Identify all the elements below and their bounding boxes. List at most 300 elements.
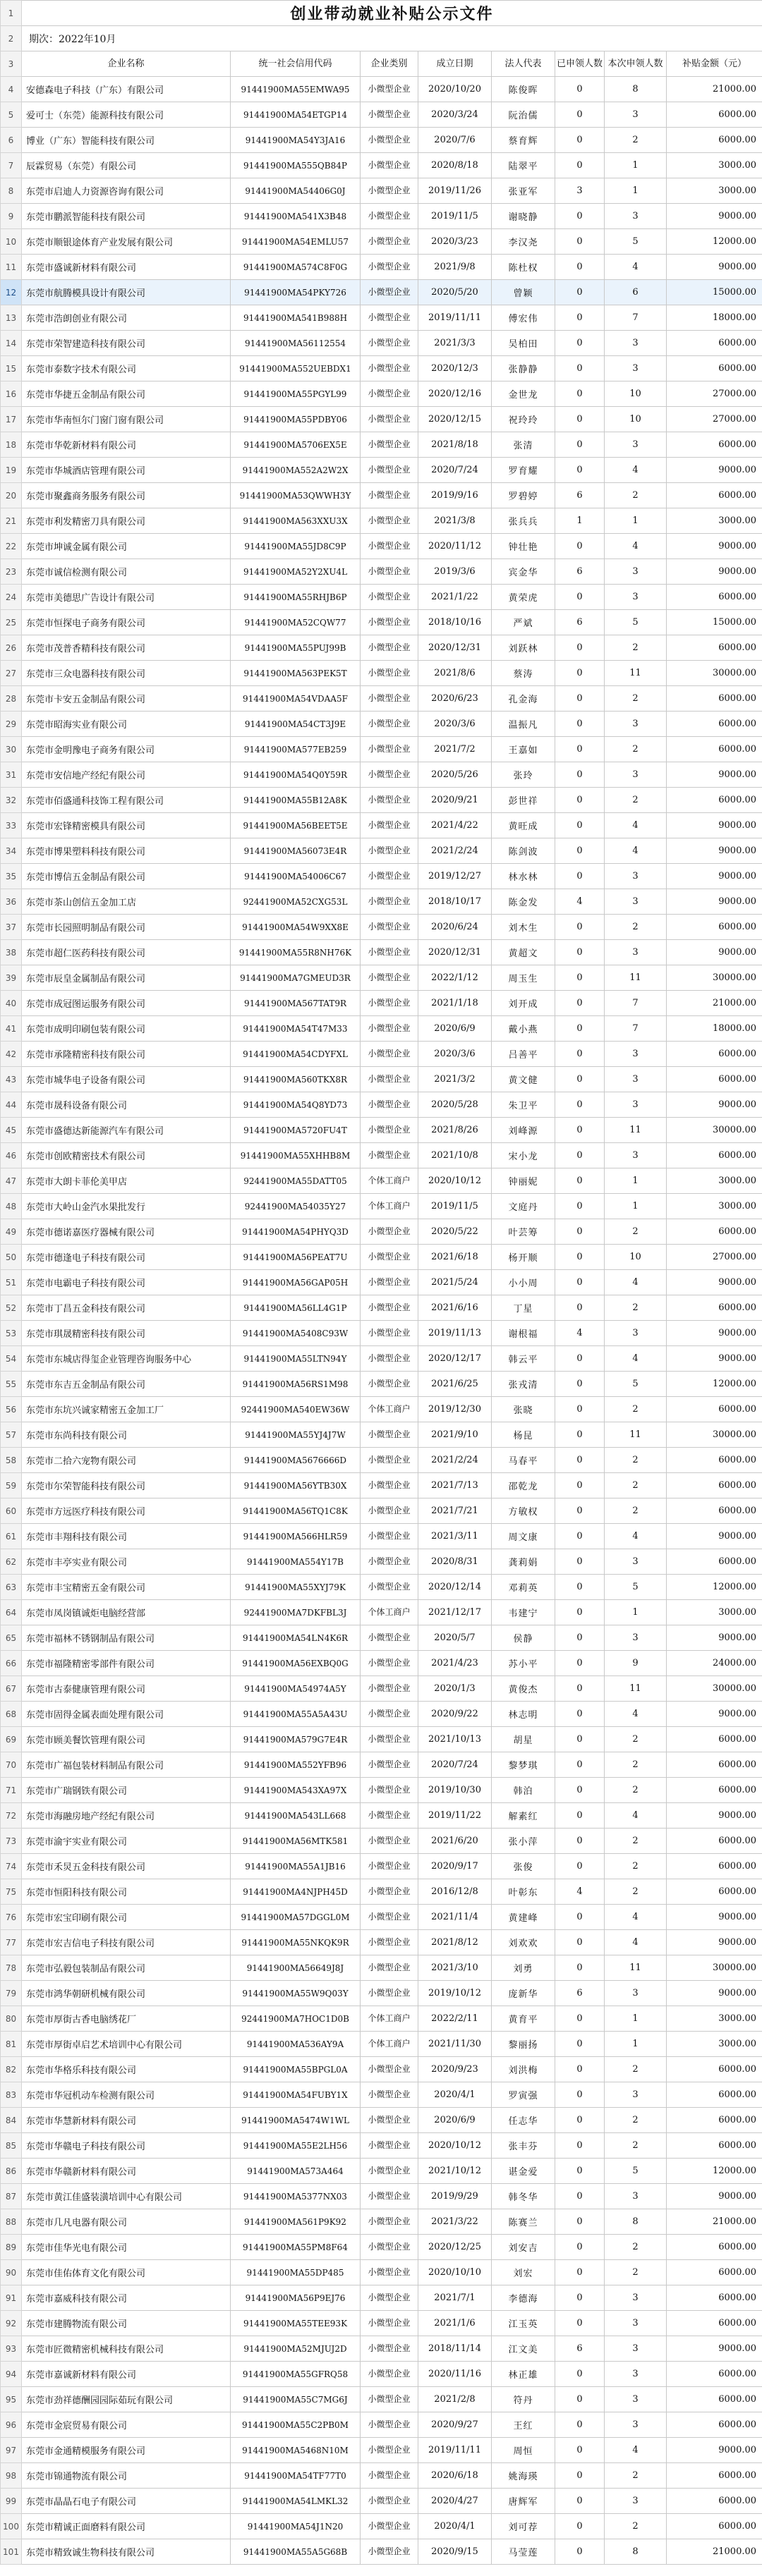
claimed-count-cell[interactable]: 0 <box>555 1270 605 1295</box>
current-count-cell[interactable]: 1 <box>605 153 667 178</box>
legal-rep-cell[interactable]: 解素红 <box>492 1803 555 1829</box>
company-type-cell[interactable]: 小微型企业 <box>361 2057 418 2082</box>
credit-code-cell[interactable]: 91441900MA54W9XX8E <box>231 915 361 940</box>
subsidy-amount-cell[interactable]: 6000.00 <box>667 2463 762 2489</box>
company-name-cell[interactable]: 东莞市佳佑体育文化有限公司 <box>22 2260 231 2285</box>
company-name-cell[interactable]: 东莞市盛诚新材料有限公司 <box>22 255 231 280</box>
company-type-cell[interactable]: 小微型企业 <box>361 255 418 280</box>
credit-code-cell[interactable]: 91441900MA55PGYL99 <box>231 381 361 407</box>
legal-rep-cell[interactable]: 林志明 <box>492 1702 555 1727</box>
row-number[interactable]: 7 <box>1 153 22 178</box>
row-number[interactable]: 99 <box>1 2489 22 2514</box>
row-number[interactable]: 82 <box>1 2057 22 2082</box>
founded-date-cell[interactable]: 2021/9/10 <box>418 1422 492 1448</box>
credit-code-cell[interactable]: 91441900MA56GAP05H <box>231 1270 361 1295</box>
company-name-cell[interactable]: 东莞市坤诚金属有限公司 <box>22 534 231 559</box>
legal-rep-cell[interactable]: 江玉英 <box>492 2311 555 2336</box>
subsidy-amount-cell[interactable]: 12000.00 <box>667 2159 762 2184</box>
legal-rep-cell[interactable]: 方敏权 <box>492 1498 555 1524</box>
subsidy-amount-cell[interactable]: 9000.00 <box>667 1930 762 1955</box>
company-name-cell[interactable]: 东莞市福隆精密零部件有限公司 <box>22 1651 231 1676</box>
company-name-cell[interactable]: 东莞市华南恒尔门窗门窗有限公司 <box>22 407 231 432</box>
credit-code-cell[interactable]: 91441900MA54VDAA5F <box>231 686 361 712</box>
subsidy-amount-cell[interactable]: 9000.00 <box>667 1702 762 1727</box>
founded-date-cell[interactable]: 2020/8/31 <box>418 1549 492 1575</box>
credit-code-cell[interactable]: 91441900MA56PEAT7U <box>231 1245 361 1270</box>
legal-rep-cell[interactable]: 马莹莲 <box>492 2539 555 2565</box>
legal-rep-cell[interactable]: 唐辉军 <box>492 2489 555 2514</box>
subsidy-amount-cell[interactable]: 9000.00 <box>667 864 762 889</box>
company-type-cell[interactable]: 小微型企业 <box>361 331 418 356</box>
company-type-cell[interactable]: 小微型企业 <box>361 1549 418 1575</box>
founded-date-cell[interactable]: 2020/3/23 <box>418 229 492 255</box>
credit-code-cell[interactable]: 91441900MA579G7E4R <box>231 1727 361 1752</box>
period-label[interactable]: 期次：2022年10月 <box>22 26 762 51</box>
row-number[interactable]: 4 <box>1 77 22 102</box>
current-count-cell[interactable]: 5 <box>605 1372 667 1397</box>
company-type-cell[interactable]: 个体工商户 <box>361 1600 418 1625</box>
company-type-cell[interactable]: 小微型企业 <box>361 686 418 712</box>
legal-rep-cell[interactable]: 吕善平 <box>492 1042 555 1067</box>
claimed-count-cell[interactable]: 0 <box>555 1143 605 1168</box>
credit-code-cell[interactable]: 91441900MA552YFB96 <box>231 1752 361 1778</box>
credit-code-cell[interactable]: 91441900MA56MTK581 <box>231 1829 361 1854</box>
founded-date-cell[interactable]: 2019/11/22 <box>418 1803 492 1829</box>
credit-code-cell[interactable]: 91441900MA54006C67 <box>231 864 361 889</box>
legal-rep-cell[interactable]: 杨开顺 <box>492 1245 555 1270</box>
company-type-cell[interactable]: 小微型企业 <box>361 2235 418 2260</box>
company-type-cell[interactable]: 小微型企业 <box>361 381 418 407</box>
row-number[interactable]: 75 <box>1 1879 22 1905</box>
legal-rep-cell[interactable]: 王红 <box>492 2412 555 2438</box>
row-number[interactable]: 84 <box>1 2108 22 2133</box>
current-count-cell[interactable]: 3 <box>605 2311 667 2336</box>
header-subsidy-amount[interactable]: 补贴金额（元） <box>667 51 762 77</box>
founded-date-cell[interactable]: 2020/6/23 <box>418 686 492 712</box>
claimed-count-cell[interactable]: 0 <box>555 2285 605 2311</box>
claimed-count-cell[interactable]: 0 <box>555 1498 605 1524</box>
founded-date-cell[interactable]: 2019/10/12 <box>418 1981 492 2006</box>
legal-rep-cell[interactable]: 王嘉如 <box>492 737 555 762</box>
current-count-cell[interactable]: 2 <box>605 2133 667 2159</box>
credit-code-cell[interactable]: 91441900MA567TAT9R <box>231 991 361 1016</box>
founded-date-cell[interactable]: 2021/1/22 <box>418 585 492 610</box>
claimed-count-cell[interactable]: 0 <box>555 331 605 356</box>
company-type-cell[interactable]: 小微型企业 <box>361 2336 418 2362</box>
subsidy-amount-cell[interactable]: 6000.00 <box>667 635 762 661</box>
claimed-count-cell[interactable]: 0 <box>555 1930 605 1955</box>
company-type-cell[interactable]: 小微型企业 <box>361 508 418 534</box>
founded-date-cell[interactable]: 2020/4/1 <box>418 2082 492 2108</box>
subsidy-amount-cell[interactable]: 6000.00 <box>667 2260 762 2285</box>
founded-date-cell[interactable]: 2020/12/31 <box>418 940 492 965</box>
subsidy-amount-cell[interactable]: 9000.00 <box>667 559 762 585</box>
subsidy-amount-cell[interactable]: 12000.00 <box>667 1372 762 1397</box>
current-count-cell[interactable]: 4 <box>605 813 667 838</box>
row-number[interactable]: 36 <box>1 889 22 915</box>
company-name-cell[interactable]: 东莞市昭海实业有限公司 <box>22 712 231 737</box>
company-name-cell[interactable]: 东莞市华城酒店管理有限公司 <box>22 458 231 483</box>
company-name-cell[interactable]: 东莞市金明豫电子商务有限公司 <box>22 737 231 762</box>
founded-date-cell[interactable]: 2020/3/6 <box>418 1042 492 1067</box>
legal-rep-cell[interactable]: 庞新华 <box>492 1981 555 2006</box>
founded-date-cell[interactable]: 2021/3/8 <box>418 508 492 534</box>
legal-rep-cell[interactable]: 罗育耀 <box>492 458 555 483</box>
founded-date-cell[interactable]: 2021/3/3 <box>418 331 492 356</box>
row-number[interactable]: 81 <box>1 2032 22 2057</box>
claimed-count-cell[interactable]: 0 <box>555 1016 605 1042</box>
current-count-cell[interactable]: 6 <box>605 280 667 305</box>
company-type-cell[interactable]: 小微型企业 <box>361 483 418 508</box>
company-name-cell[interactable]: 东莞市鹏派智能科技有限公司 <box>22 204 231 229</box>
row-number[interactable]: 2 <box>1 26 22 51</box>
credit-code-cell[interactable]: 91441900MA54EMLU57 <box>231 229 361 255</box>
subsidy-amount-cell[interactable]: 6000.00 <box>667 102 762 128</box>
company-name-cell[interactable]: 东莞市创欧精密技术有限公司 <box>22 1143 231 1168</box>
founded-date-cell[interactable]: 2021/6/16 <box>418 1295 492 1321</box>
claimed-count-cell[interactable]: 6 <box>555 483 605 508</box>
founded-date-cell[interactable]: 2021/7/13 <box>418 1473 492 1498</box>
founded-date-cell[interactable]: 2018/10/17 <box>418 889 492 915</box>
legal-rep-cell[interactable]: 张玲 <box>492 762 555 788</box>
founded-date-cell[interactable]: 2021/1/18 <box>418 991 492 1016</box>
company-type-cell[interactable]: 小微型企业 <box>361 2184 418 2209</box>
current-count-cell[interactable]: 8 <box>605 2209 667 2235</box>
founded-date-cell[interactable]: 2020/12/25 <box>418 2235 492 2260</box>
legal-rep-cell[interactable]: 符丹 <box>492 2387 555 2412</box>
current-count-cell[interactable]: 2 <box>605 2260 667 2285</box>
credit-code-cell[interactable]: 91441900MA55A1JB16 <box>231 1854 361 1879</box>
credit-code-cell[interactable]: 91441900MA54FUBY1X <box>231 2082 361 2108</box>
legal-rep-cell[interactable]: 宋小龙 <box>492 1143 555 1168</box>
claimed-count-cell[interactable]: 0 <box>555 1600 605 1625</box>
credit-code-cell[interactable]: 91441900MA56649J8J <box>231 1955 361 1981</box>
row-number[interactable]: 73 <box>1 1829 22 1854</box>
credit-code-cell[interactable]: 91441900MA5468N10M <box>231 2438 361 2463</box>
company-type-cell[interactable]: 小微型企业 <box>361 2133 418 2159</box>
credit-code-cell[interactable]: 91441900MA55XYJ79K <box>231 1575 361 1600</box>
company-name-cell[interactable]: 东莞市锦通物流有限公司 <box>22 2463 231 2489</box>
row-number[interactable]: 26 <box>1 635 22 661</box>
claimed-count-cell[interactable]: 0 <box>555 737 605 762</box>
row-number[interactable]: 58 <box>1 1448 22 1473</box>
company-name-cell[interactable]: 东莞市劲祥德酬园园际茹玩有限公司 <box>22 2387 231 2412</box>
subsidy-amount-cell[interactable]: 6000.00 <box>667 2108 762 2133</box>
legal-rep-cell[interactable]: 黎丽扬 <box>492 2032 555 2057</box>
page-title[interactable]: 创业带动就业补贴公示文件 <box>22 1 762 26</box>
row-number[interactable]: 91 <box>1 2285 22 2311</box>
founded-date-cell[interactable]: 2019/11/26 <box>418 178 492 204</box>
legal-rep-cell[interactable]: 陈赛兰 <box>492 2209 555 2235</box>
current-count-cell[interactable]: 4 <box>605 255 667 280</box>
company-name-cell[interactable]: 东莞市宏锋精密模具有限公司 <box>22 813 231 838</box>
founded-date-cell[interactable]: 2020/3/24 <box>418 102 492 128</box>
subsidy-amount-cell[interactable]: 6000.00 <box>667 1473 762 1498</box>
founded-date-cell[interactable]: 2020/9/17 <box>418 1854 492 1879</box>
credit-code-cell[interactable]: 91441900MA55W9Q03Y <box>231 1981 361 2006</box>
row-number[interactable]: 90 <box>1 2260 22 2285</box>
row-number[interactable]: 19 <box>1 458 22 483</box>
current-count-cell[interactable]: 3 <box>605 2362 667 2387</box>
current-count-cell[interactable]: 2 <box>605 1854 667 1879</box>
founded-date-cell[interactable]: 2020/5/22 <box>418 1219 492 1245</box>
legal-rep-cell[interactable]: 祝玲玲 <box>492 407 555 432</box>
credit-code-cell[interactable]: 91441900MA54CDYFXL <box>231 1042 361 1067</box>
company-type-cell[interactable]: 小微型企业 <box>361 1067 418 1092</box>
credit-code-cell[interactable]: 91441900MA54Q0Y59R <box>231 762 361 788</box>
row-number[interactable]: 60 <box>1 1498 22 1524</box>
row-number[interactable]: 17 <box>1 407 22 432</box>
subsidy-amount-cell[interactable]: 3000.00 <box>667 1600 762 1625</box>
claimed-count-cell[interactable]: 0 <box>555 1727 605 1752</box>
founded-date-cell[interactable]: 2020/10/12 <box>418 2133 492 2159</box>
subsidy-amount-cell[interactable]: 6000.00 <box>667 737 762 762</box>
company-type-cell[interactable]: 小微型企业 <box>361 864 418 889</box>
claimed-count-cell[interactable]: 1 <box>555 508 605 534</box>
row-number[interactable]: 55 <box>1 1372 22 1397</box>
subsidy-amount-cell[interactable]: 6000.00 <box>667 1778 762 1803</box>
founded-date-cell[interactable]: 2021/3/22 <box>418 2209 492 2235</box>
subsidy-amount-cell[interactable]: 6000.00 <box>667 2311 762 2336</box>
company-name-cell[interactable]: 东莞市福林不锈钢制品有限公司 <box>22 1625 231 1651</box>
credit-code-cell[interactable]: 91441900MA554Y17B <box>231 1549 361 1575</box>
credit-code-cell[interactable]: 91441900MA54J1N20 <box>231 2514 361 2539</box>
legal-rep-cell[interactable]: 张兵兵 <box>492 508 555 534</box>
row-number[interactable]: 39 <box>1 965 22 991</box>
credit-code-cell[interactable]: 91441900MA55LTN94Y <box>231 1346 361 1372</box>
subsidy-amount-cell[interactable]: 6000.00 <box>667 331 762 356</box>
legal-rep-cell[interactable]: 谢晓静 <box>492 204 555 229</box>
current-count-cell[interactable]: 4 <box>605 1346 667 1372</box>
subsidy-amount-cell[interactable]: 9000.00 <box>667 2438 762 2463</box>
subsidy-amount-cell[interactable]: 6000.00 <box>667 1727 762 1752</box>
company-type-cell[interactable]: 小微型企业 <box>361 559 418 585</box>
subsidy-amount-cell[interactable]: 3000.00 <box>667 1194 762 1219</box>
company-name-cell[interactable]: 东莞市尔荣智能科技有限公司 <box>22 1473 231 1498</box>
company-type-cell[interactable]: 小微型企业 <box>361 356 418 381</box>
claimed-count-cell[interactable]: 0 <box>555 432 605 458</box>
company-name-cell[interactable]: 东莞市固得金属表面处理有限公司 <box>22 1702 231 1727</box>
legal-rep-cell[interactable]: 周文康 <box>492 1524 555 1549</box>
claimed-count-cell[interactable]: 0 <box>555 991 605 1016</box>
company-type-cell[interactable]: 小微型企业 <box>361 762 418 788</box>
claimed-count-cell[interactable]: 0 <box>555 965 605 991</box>
company-type-cell[interactable]: 小微型企业 <box>361 2387 418 2412</box>
company-type-cell[interactable]: 小微型企业 <box>361 2285 418 2311</box>
legal-rep-cell[interactable]: 宾金华 <box>492 559 555 585</box>
company-type-cell[interactable]: 小微型企业 <box>361 1752 418 1778</box>
current-count-cell[interactable]: 3 <box>605 2184 667 2209</box>
header-claimed-count[interactable]: 已申领人数 <box>555 51 605 77</box>
claimed-count-cell[interactable]: 0 <box>555 1067 605 1092</box>
founded-date-cell[interactable]: 2021/6/18 <box>418 1245 492 1270</box>
company-type-cell[interactable]: 小微型企业 <box>361 2108 418 2133</box>
company-type-cell[interactable]: 小微型企业 <box>361 280 418 305</box>
founded-date-cell[interactable]: 2018/11/14 <box>418 2336 492 2362</box>
company-type-cell[interactable]: 小微型企业 <box>361 813 418 838</box>
legal-rep-cell[interactable]: 胡星 <box>492 1727 555 1752</box>
company-type-cell[interactable]: 小微型企业 <box>361 178 418 204</box>
founded-date-cell[interactable]: 2021/7/21 <box>418 1498 492 1524</box>
current-count-cell[interactable]: 3 <box>605 712 667 737</box>
legal-rep-cell[interactable]: 叶芸筹 <box>492 1219 555 1245</box>
credit-code-cell[interactable]: 91441900MA563XXU3X <box>231 508 361 534</box>
row-number[interactable]: 14 <box>1 331 22 356</box>
row-number[interactable]: 83 <box>1 2082 22 2108</box>
company-type-cell[interactable]: 小微型企业 <box>361 2412 418 2438</box>
current-count-cell[interactable]: 3 <box>605 356 667 381</box>
subsidy-amount-cell[interactable]: 6000.00 <box>667 2285 762 2311</box>
credit-code-cell[interactable]: 91441900MA55PDBY06 <box>231 407 361 432</box>
company-type-cell[interactable]: 小微型企业 <box>361 407 418 432</box>
legal-rep-cell[interactable]: 刘欢欢 <box>492 1930 555 1955</box>
subsidy-amount-cell[interactable]: 6000.00 <box>667 2514 762 2539</box>
company-name-cell[interactable]: 东莞市方远医疗科技有限公司 <box>22 1498 231 1524</box>
founded-date-cell[interactable]: 2020/12/17 <box>418 1346 492 1372</box>
legal-rep-cell[interactable]: 丁星 <box>492 1295 555 1321</box>
credit-code-cell[interactable]: 91441900MA54TF77T0 <box>231 2463 361 2489</box>
claimed-count-cell[interactable]: 0 <box>555 1549 605 1575</box>
subsidy-amount-cell[interactable]: 6000.00 <box>667 1143 762 1168</box>
credit-code-cell[interactable]: 91441900MA55YJ4J7W <box>231 1422 361 1448</box>
company-type-cell[interactable]: 小微型企业 <box>361 229 418 255</box>
credit-code-cell[interactable]: 91441900MA52Y2XU4L <box>231 559 361 585</box>
row-number[interactable]: 38 <box>1 940 22 965</box>
legal-rep-cell[interactable]: 黄旺成 <box>492 813 555 838</box>
claimed-count-cell[interactable]: 4 <box>555 1321 605 1346</box>
claimed-count-cell[interactable]: 0 <box>555 712 605 737</box>
subsidy-amount-cell[interactable]: 6000.00 <box>667 2057 762 2082</box>
credit-code-cell[interactable]: 91441900MA56RS1M98 <box>231 1372 361 1397</box>
company-name-cell[interactable]: 东莞市大朗卡菲伦美甲店 <box>22 1168 231 1194</box>
claimed-count-cell[interactable]: 0 <box>555 635 605 661</box>
company-name-cell[interactable]: 东莞市鸿华朝研机械有限公司 <box>22 1981 231 2006</box>
current-count-cell[interactable]: 1 <box>605 2032 667 2057</box>
legal-rep-cell[interactable]: 苏小平 <box>492 1651 555 1676</box>
current-count-cell[interactable]: 11 <box>605 1955 667 1981</box>
credit-code-cell[interactable]: 91441900MA55R8NH76K <box>231 940 361 965</box>
subsidy-amount-cell[interactable]: 9000.00 <box>667 255 762 280</box>
row-number[interactable]: 44 <box>1 1092 22 1118</box>
row-number[interactable]: 66 <box>1 1651 22 1676</box>
subsidy-amount-cell[interactable]: 6000.00 <box>667 1295 762 1321</box>
founded-date-cell[interactable]: 2021/2/24 <box>418 1448 492 1473</box>
credit-code-cell[interactable]: 91441900MA55C2PB0M <box>231 2412 361 2438</box>
row-number[interactable]: 65 <box>1 1625 22 1651</box>
company-type-cell[interactable]: 小微型企业 <box>361 2260 418 2285</box>
founded-date-cell[interactable]: 2016/12/8 <box>418 1879 492 1905</box>
claimed-count-cell[interactable]: 6 <box>555 2336 605 2362</box>
row-number[interactable]: 5 <box>1 102 22 128</box>
company-name-cell[interactable]: 东莞市广瑞钢铁有限公司 <box>22 1778 231 1803</box>
row-number[interactable]: 56 <box>1 1397 22 1422</box>
company-type-cell[interactable]: 小微型企业 <box>361 1448 418 1473</box>
credit-code-cell[interactable]: 91441900MA5706EX5E <box>231 432 361 458</box>
company-type-cell[interactable]: 小微型企业 <box>361 2362 418 2387</box>
company-name-cell[interactable]: 东莞市嘉诚新材料有限公司 <box>22 2362 231 2387</box>
company-name-cell[interactable]: 东莞市佰盛通科技饰工程有限公司 <box>22 788 231 813</box>
company-type-cell[interactable]: 小微型企业 <box>361 661 418 686</box>
company-name-cell[interactable]: 东莞市承隆精密科技有限公司 <box>22 1042 231 1067</box>
company-name-cell[interactable]: 东莞市美德思广告设计有限公司 <box>22 585 231 610</box>
credit-code-cell[interactable]: 91441900MA55EMWA95 <box>231 77 361 102</box>
legal-rep-cell[interactable]: 黄建峰 <box>492 1905 555 1930</box>
company-name-cell[interactable]: 东莞市东坑兴诚家精密五金加工厂 <box>22 1397 231 1422</box>
claimed-count-cell[interactable]: 0 <box>555 1346 605 1372</box>
legal-rep-cell[interactable]: 韦建宁 <box>492 1600 555 1625</box>
current-count-cell[interactable]: 2 <box>605 1295 667 1321</box>
founded-date-cell[interactable]: 2020/5/20 <box>418 280 492 305</box>
credit-code-cell[interactable]: 91441900MA55NKQK9R <box>231 1930 361 1955</box>
company-name-cell[interactable]: 东莞市东城店得玺企业管理咨询服务中心 <box>22 1346 231 1372</box>
row-number[interactable]: 45 <box>1 1118 22 1143</box>
current-count-cell[interactable]: 4 <box>605 1270 667 1295</box>
claimed-count-cell[interactable]: 0 <box>555 2311 605 2336</box>
credit-code-cell[interactable]: 91441900MA56BEET5E <box>231 813 361 838</box>
company-type-cell[interactable]: 小微型企业 <box>361 1905 418 1930</box>
founded-date-cell[interactable]: 2020/6/24 <box>418 915 492 940</box>
row-number[interactable]: 79 <box>1 1981 22 2006</box>
company-type-cell[interactable]: 小微型企业 <box>361 2082 418 2108</box>
subsidy-amount-cell[interactable]: 6000.00 <box>667 2489 762 2514</box>
legal-rep-cell[interactable]: 罗碧婷 <box>492 483 555 508</box>
credit-code-cell[interactable]: 91441900MA573A464 <box>231 2159 361 2184</box>
legal-rep-cell[interactable]: 张清 <box>492 432 555 458</box>
legal-rep-cell[interactable]: 文庭丹 <box>492 1194 555 1219</box>
founded-date-cell[interactable]: 2020/9/23 <box>418 2057 492 2082</box>
subsidy-amount-cell[interactable]: 3000.00 <box>667 153 762 178</box>
credit-code-cell[interactable]: 91441900MA54Y3JA16 <box>231 128 361 153</box>
company-type-cell[interactable]: 小微型企业 <box>361 1295 418 1321</box>
row-number[interactable]: 24 <box>1 585 22 610</box>
legal-rep-cell[interactable]: 蔡育辉 <box>492 128 555 153</box>
subsidy-amount-cell[interactable]: 6000.00 <box>667 915 762 940</box>
current-count-cell[interactable]: 2 <box>605 1397 667 1422</box>
founded-date-cell[interactable]: 2020/5/26 <box>418 762 492 788</box>
claimed-count-cell[interactable]: 0 <box>555 153 605 178</box>
founded-date-cell[interactable]: 2021/3/10 <box>418 1955 492 1981</box>
company-type-cell[interactable]: 小微型企业 <box>361 838 418 864</box>
subsidy-amount-cell[interactable]: 21000.00 <box>667 77 762 102</box>
company-name-cell[interactable]: 东莞市荣智建造科技有限公司 <box>22 331 231 356</box>
current-count-cell[interactable]: 3 <box>605 585 667 610</box>
subsidy-amount-cell[interactable]: 18000.00 <box>667 305 762 331</box>
subsidy-amount-cell[interactable]: 18000.00 <box>667 1016 762 1042</box>
current-count-cell[interactable]: 1 <box>605 178 667 204</box>
claimed-count-cell[interactable]: 4 <box>555 1879 605 1905</box>
company-name-cell[interactable]: 东莞市城华电子设备有限公司 <box>22 1067 231 1092</box>
row-number[interactable]: 22 <box>1 534 22 559</box>
subsidy-amount-cell[interactable]: 9000.00 <box>667 1524 762 1549</box>
current-count-cell[interactable]: 2 <box>605 2057 667 2082</box>
row-number[interactable]: 32 <box>1 788 22 813</box>
credit-code-cell[interactable]: 91441900MA56073E4R <box>231 838 361 864</box>
current-count-cell[interactable]: 2 <box>605 2235 667 2260</box>
row-number[interactable]: 100 <box>1 2514 22 2539</box>
claimed-count-cell[interactable]: 0 <box>555 1778 605 1803</box>
row-number[interactable]: 49 <box>1 1219 22 1245</box>
founded-date-cell[interactable]: 2019/11/5 <box>418 204 492 229</box>
founded-date-cell[interactable]: 2020/11/16 <box>418 2362 492 2387</box>
row-number[interactable]: 3 <box>1 51 22 77</box>
subsidy-amount-cell[interactable]: 6000.00 <box>667 1498 762 1524</box>
row-number[interactable]: 28 <box>1 686 22 712</box>
row-number[interactable]: 69 <box>1 1727 22 1752</box>
company-name-cell[interactable]: 东莞市二拾六宠物有限公司 <box>22 1448 231 1473</box>
company-name-cell[interactable]: 东莞市晶晶石电子有限公司 <box>22 2489 231 2514</box>
founded-date-cell[interactable]: 2020/3/6 <box>418 712 492 737</box>
row-number[interactable]: 33 <box>1 813 22 838</box>
